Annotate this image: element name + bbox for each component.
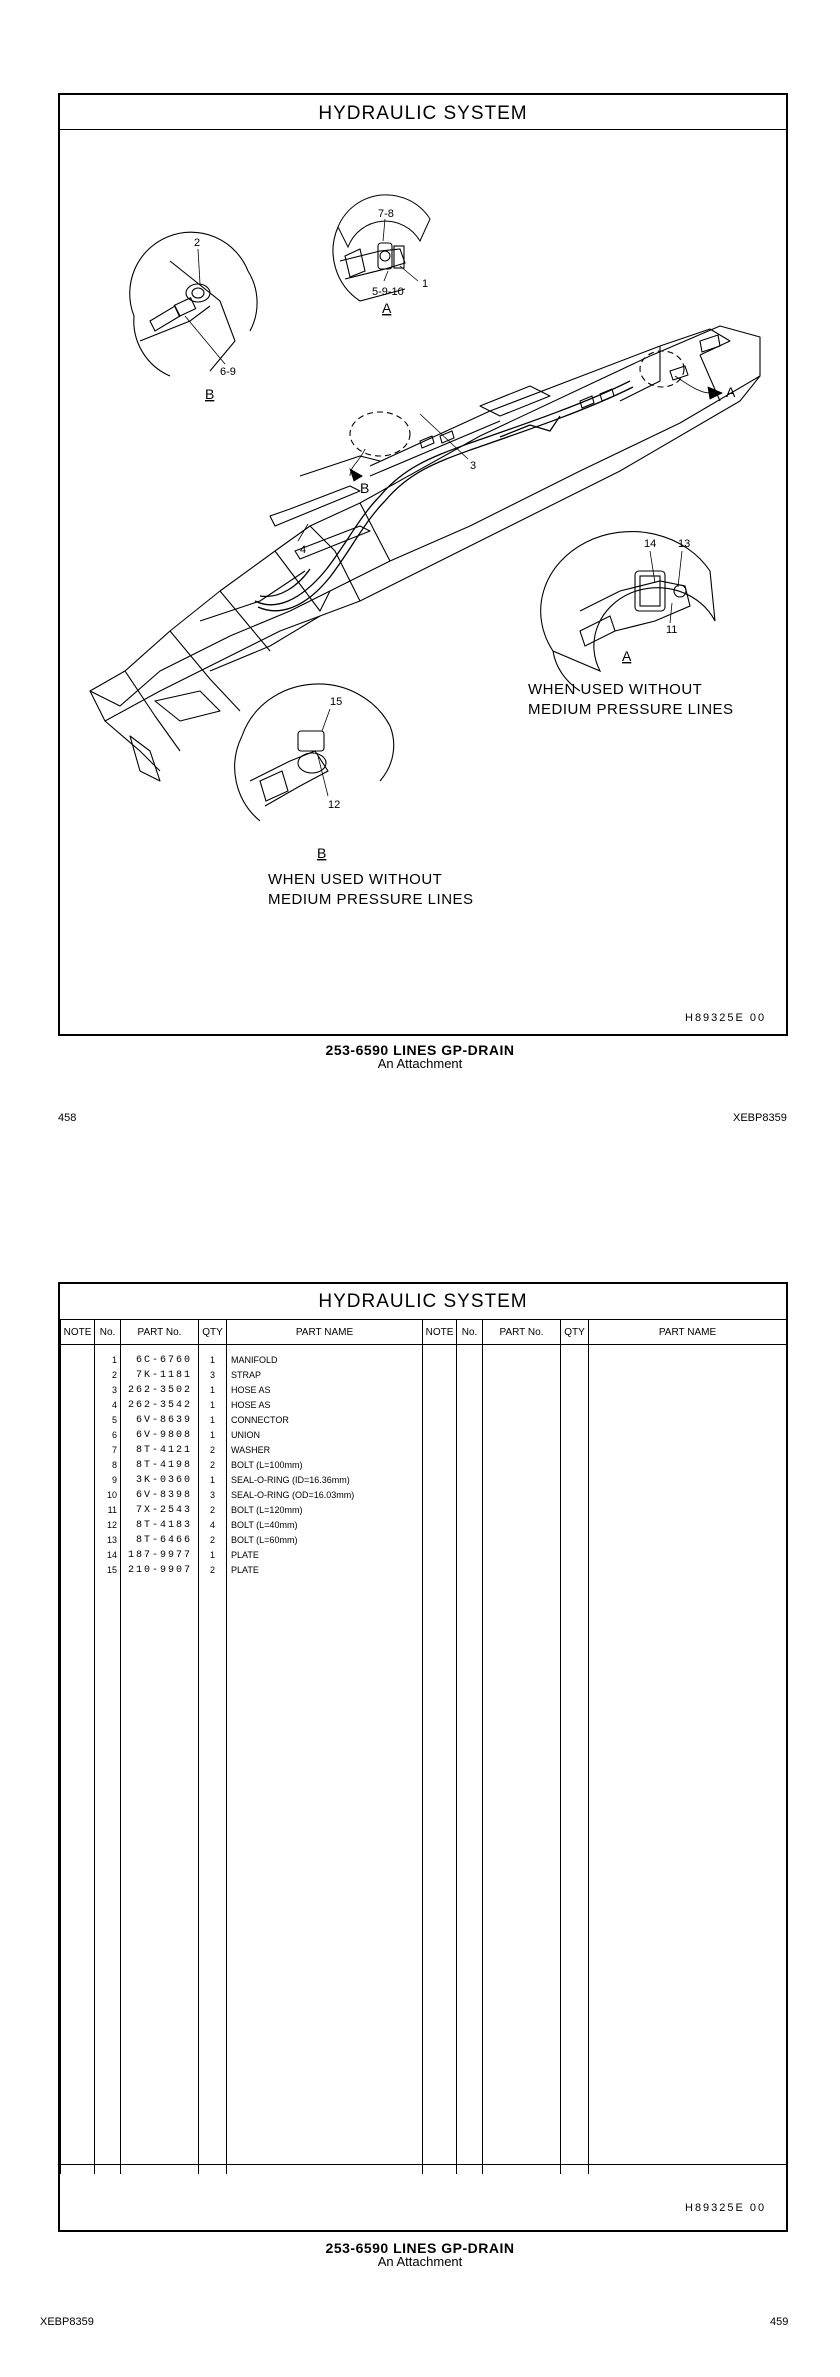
detail-b-bottom <box>235 684 394 821</box>
parts-row-part: 3K-0360 <box>135 1475 192 1486</box>
parts-row-no: 14 <box>106 1550 117 1560</box>
parts-row-name: BOLT (L=40mm) <box>231 1520 298 1530</box>
callout-15: 15 <box>330 696 343 708</box>
parts-row-part: 8T-6466 <box>135 1535 192 1546</box>
parts-row-qty: 1 <box>209 1430 215 1440</box>
parts-row-no: 8 <box>111 1460 117 1470</box>
parts-row-qty: 2 <box>209 1535 215 1545</box>
parts-row-part: 262-3542 <box>127 1400 192 1411</box>
callout-13: 13 <box>678 538 691 550</box>
title-divider <box>60 129 786 130</box>
parts-row-no: 11 <box>107 1505 117 1515</box>
callout-1: 1 <box>422 278 429 290</box>
illustration-reference: H89325E 00 <box>685 1012 767 1024</box>
page-number: 459 <box>770 2316 789 2328</box>
document-code: XEBP8359 <box>40 2316 94 2328</box>
group-caption: 253-6590 LINES GP-DRAIN <box>325 2240 515 2256</box>
parts-row-name: SEAL-O-RING (ID=16.36mm) <box>231 1475 350 1485</box>
detail-label-a: A <box>382 300 392 316</box>
col-note: NOTE <box>61 1320 95 1345</box>
parts-row-qty: 1 <box>209 1400 215 1410</box>
parts-row-no: 12 <box>106 1520 117 1530</box>
parts-row-name: SEAL-O-RING (OD=16.03mm) <box>231 1490 355 1500</box>
callout-3: 3 <box>470 460 477 472</box>
col-part-name-2: PART NAME <box>589 1320 787 1345</box>
note-a-line-2: MEDIUM PRESSURE LINES <box>528 701 734 718</box>
group-caption: 253-6590 LINES GP-DRAIN <box>325 1042 515 1058</box>
group-subcaption: An Attachment <box>377 1056 463 1071</box>
parts-row-name: BOLT (L=60mm) <box>231 1535 298 1545</box>
parts-row-name: PLATE <box>231 1550 259 1560</box>
detail-a-bottom <box>541 532 715 691</box>
page-title: HYDRAULIC SYSTEM <box>318 1291 528 1312</box>
parts-row-part: 7K-1181 <box>135 1370 192 1381</box>
parts-row-qty: 2 <box>209 1445 215 1455</box>
callout-11: 11 <box>666 624 678 636</box>
parts-row-name: HOSE AS <box>231 1400 271 1410</box>
parts-row-name: WASHER <box>231 1445 271 1455</box>
col-no: No. <box>95 1320 121 1345</box>
parts-row-qty: 1 <box>209 1415 215 1425</box>
illustration-reference: H89325E 00 <box>685 2202 767 2214</box>
parts-row-part: 8T-4183 <box>135 1520 192 1531</box>
page-title: HYDRAULIC SYSTEM <box>318 103 528 124</box>
exploded-view-illustration <box>60 131 786 1034</box>
arrow-label-b: B <box>360 480 370 496</box>
note-a-line-1: WHEN USED WITHOUT <box>528 681 703 698</box>
detail-label-b-2: B <box>317 845 327 861</box>
parts-row-name: STRAP <box>231 1370 262 1380</box>
no-column-2 <box>457 1345 483 2175</box>
col-part-name: PART NAME <box>227 1320 423 1345</box>
callout-2: 2 <box>194 237 201 249</box>
hose-lines <box>255 381 633 611</box>
parts-row-no: 6 <box>111 1430 117 1440</box>
qty-column-2 <box>561 1345 589 2175</box>
detail-label-b: B <box>205 386 215 402</box>
parts-row-qty: 1 <box>209 1385 215 1395</box>
parts-row-qty: 3 <box>209 1490 215 1500</box>
parts-row-part: 187-9977 <box>127 1550 192 1561</box>
page-number: 458 <box>58 1112 77 1124</box>
parts-row-name: MANIFOLD <box>231 1355 278 1365</box>
parts-row-part: 6C-6760 <box>135 1355 192 1366</box>
col-qty: QTY <box>199 1320 227 1345</box>
parts-row-qty: 4 <box>209 1520 215 1530</box>
note-column-2 <box>423 1345 457 2175</box>
parts-row-name: BOLT (L=100mm) <box>231 1460 303 1470</box>
parts-row-no: 15 <box>106 1565 117 1575</box>
parts-row-qty: 2 <box>209 1505 215 1515</box>
parts-row-no: 2 <box>111 1370 117 1380</box>
parts-row-qty: 1 <box>209 1355 215 1365</box>
parts-row-no: 13 <box>106 1535 117 1545</box>
parts-row-qty: 1 <box>209 1550 215 1560</box>
note-b-line-2: MEDIUM PRESSURE LINES <box>268 891 474 908</box>
table-header-row <box>61 1320 787 1345</box>
callout-leaders <box>298 376 722 541</box>
parts-row-qty: 1 <box>209 1475 215 1485</box>
parts-row-qty: 2 <box>209 1565 215 1575</box>
callout-6-9: 6-9 <box>220 366 236 378</box>
note-column <box>61 1345 95 2175</box>
col-part-no: PART No. <box>121 1320 199 1345</box>
parts-row-part: 8T-4121 <box>135 1445 192 1456</box>
parts-row-part: 7X-2543 <box>135 1505 192 1516</box>
detail-label-a-2: A <box>622 648 632 664</box>
group-subcaption: An Attachment <box>377 2254 463 2269</box>
arrow-label-a: A <box>726 384 736 400</box>
parts-row-no: 3 <box>111 1385 117 1395</box>
parts-row-part: 6V-9808 <box>135 1430 192 1441</box>
col-part-no-2: PART No. <box>483 1320 561 1345</box>
parts-row-name: HOSE AS <box>231 1385 271 1395</box>
parts-row-part: 8T-4198 <box>135 1460 192 1471</box>
parts-list-frame <box>58 1282 788 2232</box>
illustration-frame <box>58 93 788 1036</box>
parts-row-part: 6V-8639 <box>135 1415 192 1426</box>
parts-row-qty: 3 <box>209 1370 215 1380</box>
col-no-2: No. <box>457 1320 483 1345</box>
parts-row-no: 10 <box>106 1490 117 1500</box>
part-name-column <box>227 1345 423 2175</box>
detail-b-top <box>130 232 257 376</box>
parts-row-no: 4 <box>111 1400 117 1410</box>
no-column <box>95 1345 121 2175</box>
document-code: XEBP8359 <box>733 1112 787 1124</box>
parts-row-name: CONNECTOR <box>231 1415 289 1425</box>
part-number-column-2 <box>483 1345 561 2175</box>
part-number-column <box>121 1345 199 2175</box>
col-note-2: NOTE <box>423 1320 457 1345</box>
parts-row-name: PLATE <box>231 1565 259 1575</box>
callout-14: 14 <box>644 538 657 550</box>
part-name-column-2 <box>589 1345 787 2175</box>
note-b-line-1: WHEN USED WITHOUT <box>268 871 443 888</box>
table-bottom-rule <box>60 2164 786 2165</box>
parts-row-no: 1 <box>111 1355 117 1365</box>
callout-4: 4 <box>300 544 307 556</box>
qty-column <box>199 1345 227 2175</box>
parts-row-name: BOLT (L=120mm) <box>231 1505 303 1515</box>
parts-row-name: UNION <box>231 1430 260 1440</box>
parts-row-qty: 2 <box>209 1460 215 1470</box>
parts-row-part: 6V-8398 <box>135 1490 192 1501</box>
parts-row-no: 5 <box>111 1415 117 1425</box>
detail-marker-circles <box>350 351 684 456</box>
parts-row-part: 210-9907 <box>127 1565 192 1576</box>
parts-row-no: 7 <box>111 1445 117 1455</box>
callout-5-9-10: 5-9-10 <box>372 286 404 298</box>
parts-row-no: 9 <box>111 1475 117 1485</box>
callout-7-8: 7-8 <box>378 208 394 220</box>
parts-table <box>60 1319 787 2174</box>
col-qty-2: QTY <box>561 1320 589 1345</box>
parts-row-part: 262-3502 <box>127 1385 192 1396</box>
callout-12: 12 <box>328 799 341 811</box>
